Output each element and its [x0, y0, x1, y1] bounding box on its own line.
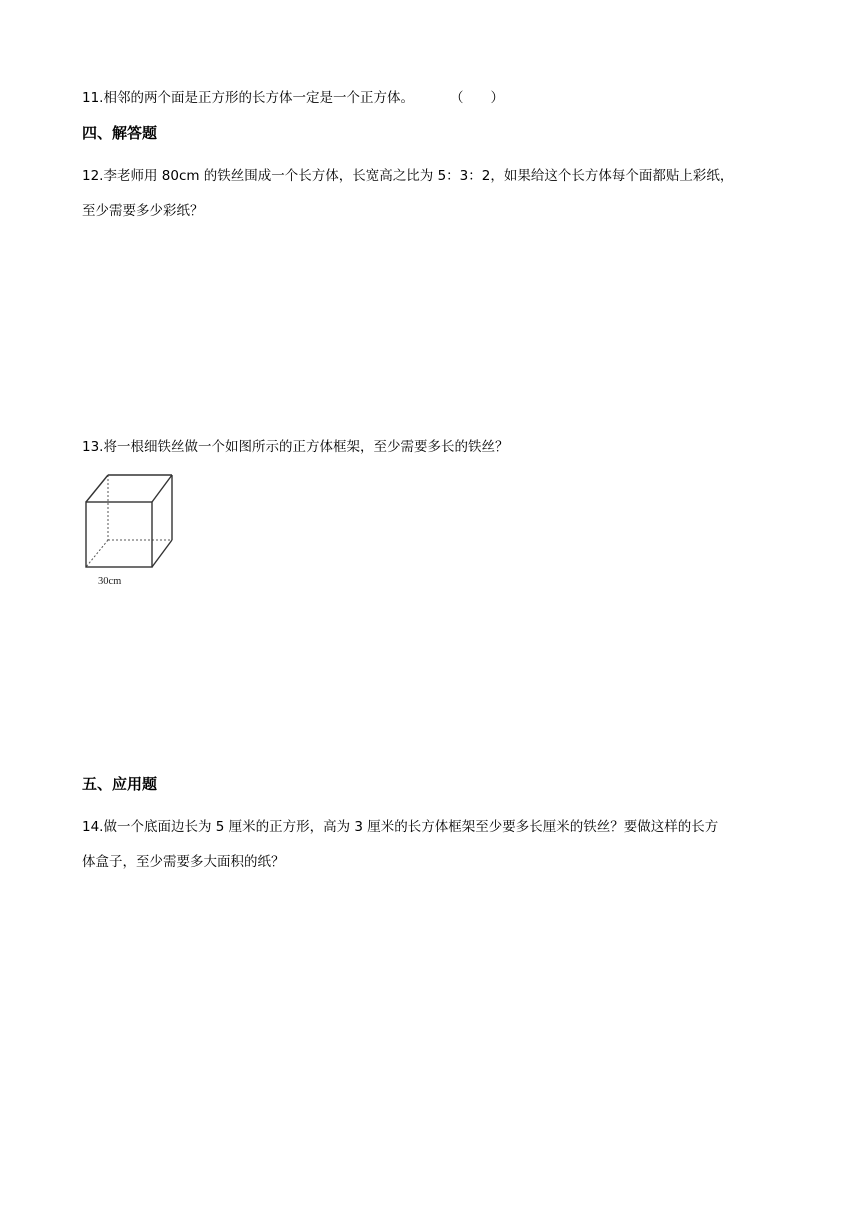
edge-top-right: [152, 475, 172, 502]
question-12-line-2: 至少需要多少彩纸？: [82, 203, 204, 219]
section-heading-4: 四、解答题: [82, 124, 158, 142]
question-11: [82, 88, 504, 108]
section-heading-5: 五、应用题: [82, 775, 158, 793]
front-face: [86, 502, 152, 567]
question-14-line-2: 体盒子，至少需要多大面积的纸？: [82, 854, 285, 870]
question-14-line-1: 14.做一个底面边长为 5 厘米的正方形，高为 3 厘米的长方体框架至少要多长厘米的铁丝？要做这样的长方: [82, 819, 719, 835]
cube-diagram: [80, 470, 190, 595]
cube-figure: [80, 470, 190, 599]
answer-blank: （ ）: [449, 90, 504, 106]
edge-top-left: [86, 475, 108, 502]
question-11-text: 11.相邻的两个面是正方形的长方体一定是一个正方体。: [82, 90, 414, 106]
cube-edge-label: 30cm: [98, 576, 122, 587]
question-12-line-1: 12.李老师用 80cm 的铁丝围成一个长方体，长宽高之比为 5：3：2，如果给这个长方体每个面都贴上彩纸，: [82, 168, 734, 184]
hidden-edge-left-bottom: [86, 540, 108, 567]
question-13: 13.将一根细铁丝做一个如图所示的正方体框架，至少需要多长的铁丝？: [82, 439, 509, 455]
edge-bottom-right: [152, 540, 172, 567]
